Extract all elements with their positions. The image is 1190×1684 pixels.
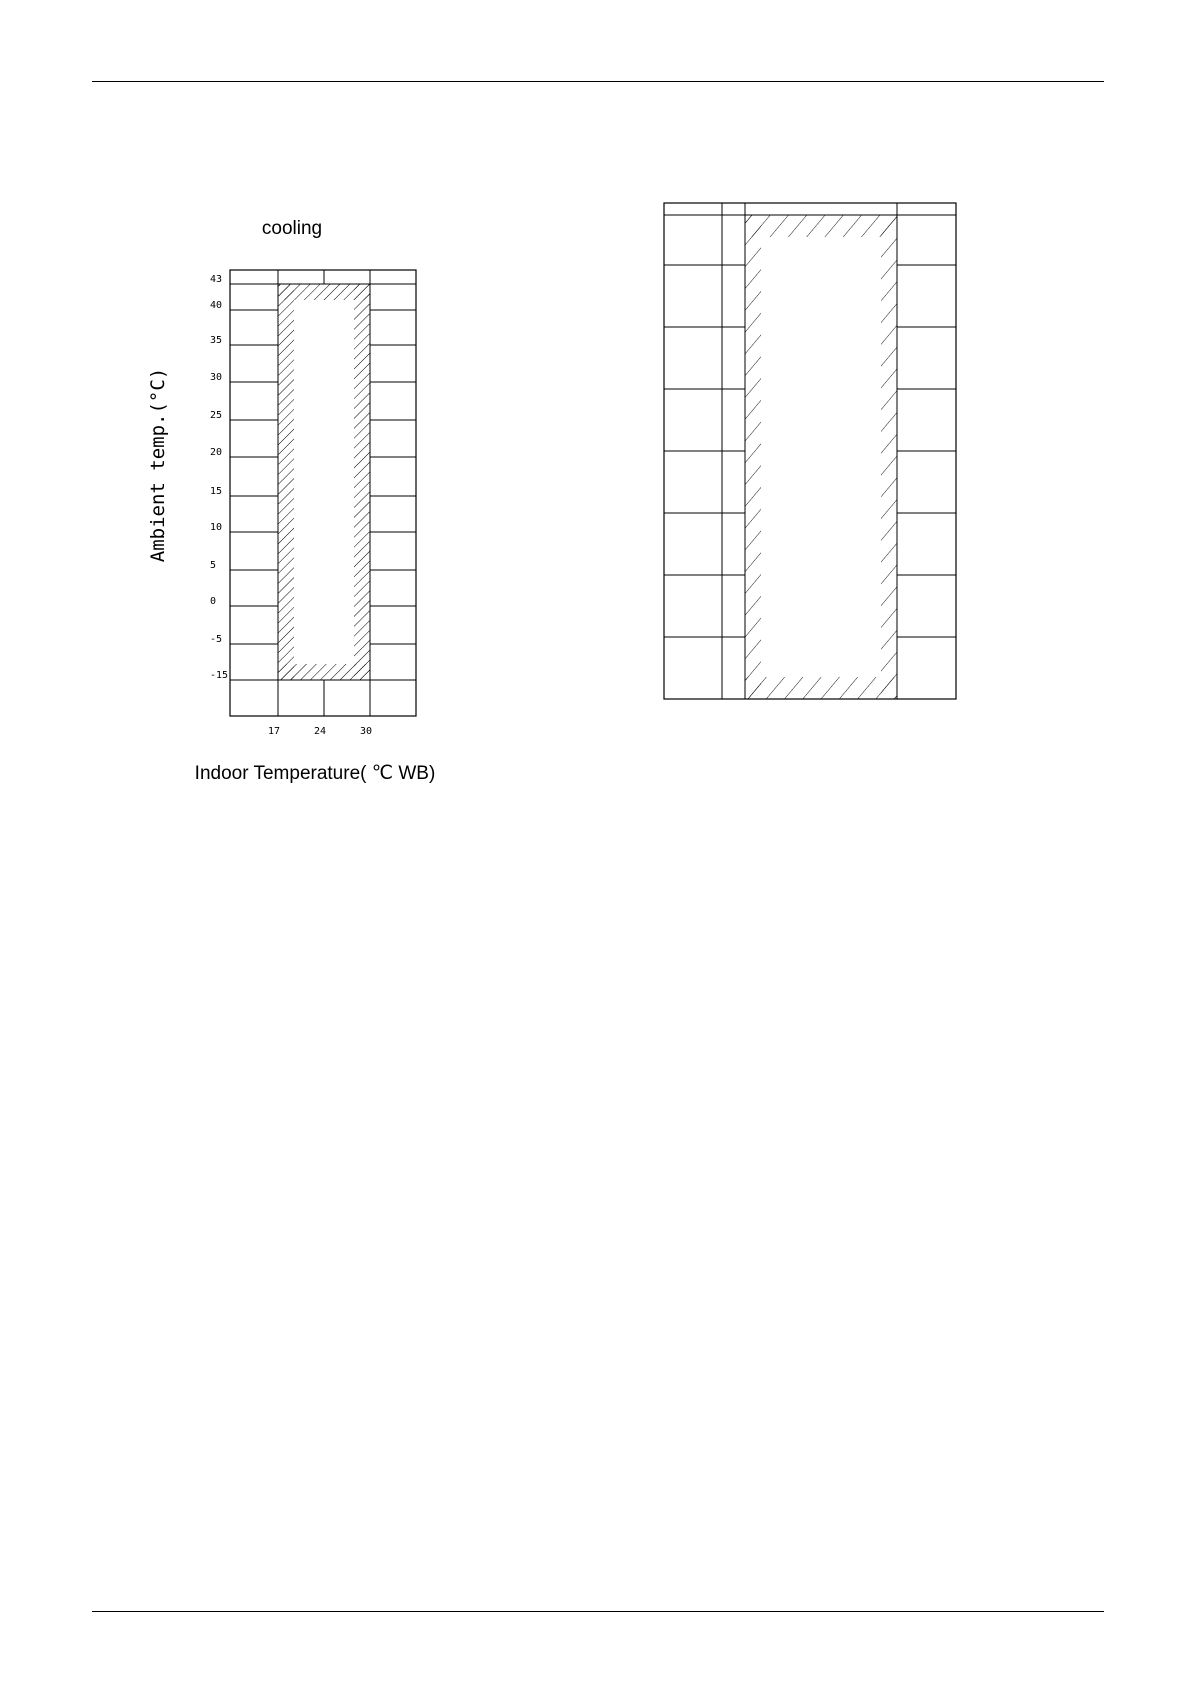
hatch-right xyxy=(354,284,370,680)
range-chart-2 xyxy=(664,203,956,699)
y-tick-label: -15 xyxy=(210,670,229,681)
x-tick-label: 24 xyxy=(313,726,327,737)
x-tick-label: 30 xyxy=(359,726,373,737)
y-tick-label: 35 xyxy=(210,335,223,346)
x-axis-label: Indoor Temperature( ℃ WB) xyxy=(194,763,436,784)
y-tick-label: 0 xyxy=(210,596,217,607)
hatch-right xyxy=(881,215,897,699)
y-tick-label: 25 xyxy=(210,410,223,421)
cooling-chart xyxy=(147,218,435,784)
operating-range-region xyxy=(278,284,370,680)
y-tick-label: 15 xyxy=(210,486,223,497)
y-tick-label: 43 xyxy=(210,274,223,285)
y-tick-label: 10 xyxy=(210,522,223,533)
y-tick-label: 30 xyxy=(210,372,223,383)
y-tick-label: 40 xyxy=(210,300,223,311)
y-axis-label: Ambient temp.(°C) xyxy=(147,367,169,563)
region-interior xyxy=(761,237,881,677)
hatch-left xyxy=(745,215,761,699)
x-tick-label: 17 xyxy=(267,726,281,737)
y-tick-label: 20 xyxy=(210,447,223,458)
region-interior xyxy=(294,300,354,664)
hatch-left xyxy=(278,284,294,680)
chart-title: cooling xyxy=(261,218,323,239)
hatch-top xyxy=(745,215,897,237)
y-tick-label: 5 xyxy=(210,560,217,571)
y-tick-label: -5 xyxy=(210,634,223,645)
hatch-bottom xyxy=(745,677,897,699)
operating-range-region xyxy=(745,215,897,699)
